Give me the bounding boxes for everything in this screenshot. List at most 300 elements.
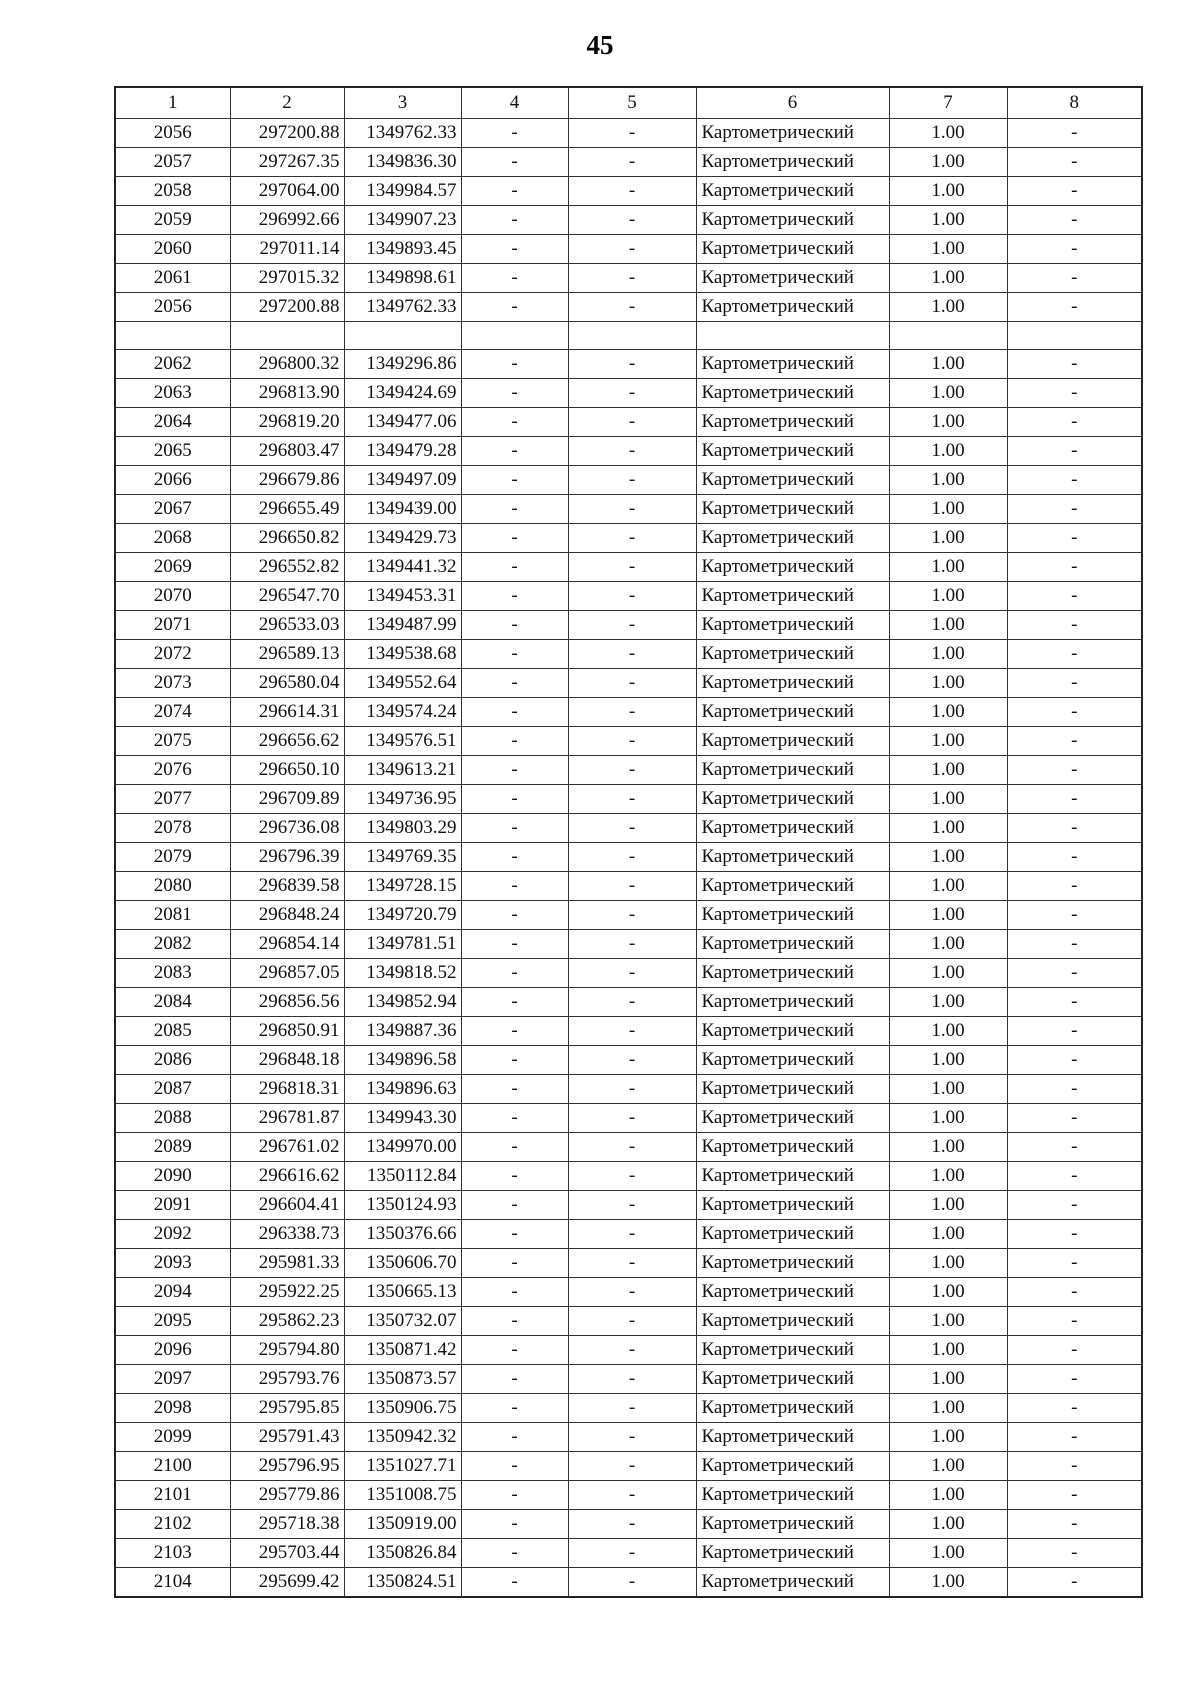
y-coordinate-cell: 1349424.69 — [344, 379, 461, 408]
y-coordinate-cell: 1349728.15 — [344, 872, 461, 901]
method-cell: Картометрический — [696, 1191, 889, 1220]
x-coordinate-cell: 295981.33 — [230, 1249, 344, 1278]
y-coordinate-cell: 1349781.51 — [344, 930, 461, 959]
column-4-cell: - — [461, 1278, 568, 1307]
table-row — [115, 872, 1142, 901]
x-coordinate-cell: 296761.02 — [230, 1133, 344, 1162]
y-coordinate-cell: 1349613.21 — [344, 756, 461, 785]
method-cell: Картометрический — [696, 814, 889, 843]
column-5-cell: - — [568, 756, 696, 785]
column-4-cell: - — [461, 1423, 568, 1452]
y-coordinate-cell: 1349552.64 — [344, 669, 461, 698]
column-5-cell: - — [568, 466, 696, 495]
x-coordinate-cell: 297064.00 — [230, 176, 344, 205]
method-cell: Картометрический — [696, 611, 889, 640]
column-8-cell: - — [1007, 611, 1142, 640]
precision-cell: 1.00 — [889, 640, 1007, 669]
column-5-cell: - — [568, 1539, 696, 1568]
column-4-cell: - — [461, 1249, 568, 1278]
column-4-cell: - — [461, 1220, 568, 1249]
column-header: 5 — [568, 87, 696, 118]
table-row — [115, 118, 1142, 147]
point-number-cell: 2059 — [115, 205, 230, 234]
y-coordinate-cell: 1349893.45 — [344, 234, 461, 263]
table-body — [115, 87, 1142, 1597]
x-coordinate-cell: 296850.91 — [230, 1017, 344, 1046]
column-8-cell: - — [1007, 814, 1142, 843]
table-row — [115, 1539, 1142, 1568]
x-coordinate-cell: 296338.73 — [230, 1220, 344, 1249]
column-4-cell: - — [461, 1336, 568, 1365]
y-coordinate-cell: 1349439.00 — [344, 495, 461, 524]
precision-cell: 1.00 — [889, 553, 1007, 582]
x-coordinate-cell: 297267.35 — [230, 147, 344, 176]
column-5-cell: - — [568, 1104, 696, 1133]
precision-cell: 1.00 — [889, 1568, 1007, 1598]
precision-cell: 1.00 — [889, 1191, 1007, 1220]
x-coordinate-cell: 295699.42 — [230, 1568, 344, 1598]
column-8-cell: - — [1007, 1220, 1142, 1249]
column-4-cell: - — [461, 524, 568, 553]
column-4-cell: - — [461, 901, 568, 930]
method-cell: Картометрический — [696, 176, 889, 205]
point-number-cell: 2090 — [115, 1162, 230, 1191]
table-row — [115, 1481, 1142, 1510]
column-5-cell: - — [568, 988, 696, 1017]
table-row — [115, 205, 1142, 234]
y-coordinate-cell: 1351008.75 — [344, 1481, 461, 1510]
method-cell: Картометрический — [696, 930, 889, 959]
precision-cell — [889, 321, 1007, 350]
column-5-cell: - — [568, 1365, 696, 1394]
column-8-cell: - — [1007, 495, 1142, 524]
table-row — [115, 785, 1142, 814]
column-header: 2 — [230, 87, 344, 118]
column-8-cell: - — [1007, 379, 1142, 408]
method-cell: Картометрический — [696, 437, 889, 466]
point-number-cell: 2099 — [115, 1423, 230, 1452]
column-4-cell: - — [461, 1481, 568, 1510]
table-row — [115, 669, 1142, 698]
column-4-cell: - — [461, 814, 568, 843]
x-coordinate-cell: 296848.24 — [230, 901, 344, 930]
column-8-cell: - — [1007, 640, 1142, 669]
point-number-cell: 2072 — [115, 640, 230, 669]
column-5-cell: - — [568, 1510, 696, 1539]
method-cell: Картометрический — [696, 1336, 889, 1365]
y-coordinate-cell: 1349574.24 — [344, 698, 461, 727]
point-number-cell: 2066 — [115, 466, 230, 495]
x-coordinate-cell: 295862.23 — [230, 1307, 344, 1336]
x-coordinate-cell: 296854.14 — [230, 930, 344, 959]
table-row — [115, 350, 1142, 379]
y-coordinate-cell: 1349803.29 — [344, 814, 461, 843]
column-header: 6 — [696, 87, 889, 118]
column-4-cell: - — [461, 1191, 568, 1220]
y-coordinate-cell: 1349970.00 — [344, 1133, 461, 1162]
precision-cell: 1.00 — [889, 118, 1007, 147]
column-8-cell: - — [1007, 872, 1142, 901]
x-coordinate-cell: 296992.66 — [230, 205, 344, 234]
column-8-cell — [1007, 321, 1142, 350]
column-4-cell: - — [461, 176, 568, 205]
column-4-cell: - — [461, 611, 568, 640]
table-row — [115, 1104, 1142, 1133]
point-number-cell: 2076 — [115, 756, 230, 785]
table-row — [115, 843, 1142, 872]
x-coordinate-cell: 296803.47 — [230, 437, 344, 466]
column-8-cell: - — [1007, 1046, 1142, 1075]
x-coordinate-cell: 296604.41 — [230, 1191, 344, 1220]
table-row — [115, 640, 1142, 669]
column-8-cell: - — [1007, 1539, 1142, 1568]
point-number-cell: 2077 — [115, 785, 230, 814]
column-8-cell: - — [1007, 1249, 1142, 1278]
method-cell: Картометрический — [696, 205, 889, 234]
point-number-cell: 2058 — [115, 176, 230, 205]
y-coordinate-cell: 1349762.33 — [344, 292, 461, 321]
point-number-cell: 2092 — [115, 1220, 230, 1249]
coordinates-table — [114, 86, 1143, 1598]
column-4-cell: - — [461, 698, 568, 727]
column-5-cell: - — [568, 234, 696, 263]
point-number-cell: 2085 — [115, 1017, 230, 1046]
column-5-cell: - — [568, 1568, 696, 1598]
method-cell: Картометрический — [696, 118, 889, 147]
point-number-cell: 2079 — [115, 843, 230, 872]
column-4-cell: - — [461, 640, 568, 669]
point-number-cell: 2081 — [115, 901, 230, 930]
method-cell: Картометрический — [696, 553, 889, 582]
column-8-cell: - — [1007, 263, 1142, 292]
y-coordinate-cell: 1349984.57 — [344, 176, 461, 205]
table-row — [115, 176, 1142, 205]
point-number-cell: 2104 — [115, 1568, 230, 1598]
column-5-cell: - — [568, 205, 696, 234]
y-coordinate-cell: 1350824.51 — [344, 1568, 461, 1598]
table-row — [115, 466, 1142, 495]
method-cell: Картометрический — [696, 1220, 889, 1249]
x-coordinate-cell: 296800.32 — [230, 350, 344, 379]
point-number-cell: 2088 — [115, 1104, 230, 1133]
method-cell: Картометрический — [696, 234, 889, 263]
precision-cell: 1.00 — [889, 1336, 1007, 1365]
x-coordinate-cell: 295703.44 — [230, 1539, 344, 1568]
column-8-cell: - — [1007, 205, 1142, 234]
column-8-cell: - — [1007, 959, 1142, 988]
method-cell: Картометрический — [696, 1510, 889, 1539]
table-row — [115, 1336, 1142, 1365]
method-cell: Картометрический — [696, 988, 889, 1017]
column-header: 1 — [115, 87, 230, 118]
x-coordinate-cell: 297011.14 — [230, 234, 344, 263]
x-coordinate-cell: 295779.86 — [230, 1481, 344, 1510]
method-cell: Картометрический — [696, 1017, 889, 1046]
column-4-cell: - — [461, 785, 568, 814]
y-coordinate-cell: 1350124.93 — [344, 1191, 461, 1220]
method-cell: Картометрический — [696, 1394, 889, 1423]
point-number-cell: 2100 — [115, 1452, 230, 1481]
column-5-cell: - — [568, 843, 696, 872]
column-5-cell: - — [568, 669, 696, 698]
column-8-cell: - — [1007, 1191, 1142, 1220]
precision-cell: 1.00 — [889, 350, 1007, 379]
y-coordinate-cell: 1349769.35 — [344, 843, 461, 872]
table-row — [115, 292, 1142, 321]
x-coordinate-cell: 296679.86 — [230, 466, 344, 495]
point-number-cell: 2089 — [115, 1133, 230, 1162]
column-4-cell: - — [461, 408, 568, 437]
precision-cell: 1.00 — [889, 437, 1007, 466]
table-row — [115, 408, 1142, 437]
point-number-cell: 2057 — [115, 147, 230, 176]
x-coordinate-cell: 295796.95 — [230, 1452, 344, 1481]
column-8-cell: - — [1007, 756, 1142, 785]
column-4-cell: - — [461, 553, 568, 582]
column-8-cell: - — [1007, 1133, 1142, 1162]
method-cell: Картометрический — [696, 466, 889, 495]
table-row — [115, 1452, 1142, 1481]
table-row — [115, 1075, 1142, 1104]
point-number-cell: 2067 — [115, 495, 230, 524]
column-5-cell: - — [568, 727, 696, 756]
y-coordinate-cell: 1349453.31 — [344, 582, 461, 611]
method-cell: Картометрический — [696, 582, 889, 611]
column-5-cell: - — [568, 1162, 696, 1191]
column-4-cell: - — [461, 582, 568, 611]
method-cell: Картометрический — [696, 1423, 889, 1452]
column-8-cell: - — [1007, 1075, 1142, 1104]
column-8-cell: - — [1007, 176, 1142, 205]
column-5-cell: - — [568, 1075, 696, 1104]
point-number-cell: 2080 — [115, 872, 230, 901]
precision-cell: 1.00 — [889, 698, 1007, 727]
header-row — [115, 87, 1142, 118]
table-row — [115, 582, 1142, 611]
table-row — [115, 1191, 1142, 1220]
column-5-cell: - — [568, 292, 696, 321]
table-row — [115, 1365, 1142, 1394]
column-4-cell: - — [461, 1452, 568, 1481]
point-number-cell: 2094 — [115, 1278, 230, 1307]
method-cell: Картометрический — [696, 524, 889, 553]
method-cell: Картометрический — [696, 756, 889, 785]
precision-cell: 1.00 — [889, 872, 1007, 901]
point-number-cell: 2102 — [115, 1510, 230, 1539]
column-5-cell: - — [568, 1307, 696, 1336]
column-4-cell — [461, 321, 568, 350]
column-4-cell: - — [461, 1510, 568, 1539]
method-cell: Картометрический — [696, 640, 889, 669]
column-header: 8 — [1007, 87, 1142, 118]
column-4-cell: - — [461, 756, 568, 785]
column-5-cell: - — [568, 1481, 696, 1510]
column-5-cell: - — [568, 1423, 696, 1452]
point-number-cell: 2084 — [115, 988, 230, 1017]
point-number-cell: 2078 — [115, 814, 230, 843]
column-8-cell: - — [1007, 1336, 1142, 1365]
precision-cell: 1.00 — [889, 1481, 1007, 1510]
column-5-cell: - — [568, 959, 696, 988]
y-coordinate-cell: 1349720.79 — [344, 901, 461, 930]
column-8-cell: - — [1007, 901, 1142, 930]
table-row — [115, 698, 1142, 727]
column-4-cell: - — [461, 1394, 568, 1423]
point-number-cell: 2082 — [115, 930, 230, 959]
method-cell: Картометрический — [696, 1046, 889, 1075]
column-4-cell: - — [461, 872, 568, 901]
precision-cell: 1.00 — [889, 814, 1007, 843]
method-cell: Картометрический — [696, 959, 889, 988]
table-row — [115, 727, 1142, 756]
point-number-cell: 2061 — [115, 263, 230, 292]
column-5-cell: - — [568, 1191, 696, 1220]
precision-cell: 1.00 — [889, 466, 1007, 495]
column-8-cell: - — [1007, 524, 1142, 553]
x-coordinate-cell: 297015.32 — [230, 263, 344, 292]
table-row — [115, 1046, 1142, 1075]
x-coordinate-cell: 296856.56 — [230, 988, 344, 1017]
column-4-cell: - — [461, 205, 568, 234]
y-coordinate-cell: 1349497.09 — [344, 466, 461, 495]
precision-cell: 1.00 — [889, 1133, 1007, 1162]
y-coordinate-cell: 1349429.73 — [344, 524, 461, 553]
precision-cell: 1.00 — [889, 611, 1007, 640]
table-row — [115, 1394, 1142, 1423]
column-5-cell: - — [568, 1249, 696, 1278]
column-header: 7 — [889, 87, 1007, 118]
y-coordinate-cell: 1350606.70 — [344, 1249, 461, 1278]
column-4-cell: - — [461, 1133, 568, 1162]
table-row — [115, 1133, 1142, 1162]
method-cell: Картометрический — [696, 495, 889, 524]
point-number-cell: 2069 — [115, 553, 230, 582]
table-row — [115, 959, 1142, 988]
x-coordinate-cell: 297200.88 — [230, 118, 344, 147]
method-cell: Картометрический — [696, 1249, 889, 1278]
method-cell: Картометрический — [696, 1278, 889, 1307]
column-8-cell: - — [1007, 698, 1142, 727]
x-coordinate-cell: 296580.04 — [230, 669, 344, 698]
column-4-cell: - — [461, 379, 568, 408]
point-number-cell: 2095 — [115, 1307, 230, 1336]
precision-cell: 1.00 — [889, 408, 1007, 437]
column-5-cell: - — [568, 872, 696, 901]
table-row — [115, 147, 1142, 176]
y-coordinate-cell: 1350942.32 — [344, 1423, 461, 1452]
point-number-cell: 2075 — [115, 727, 230, 756]
column-8-cell: - — [1007, 1510, 1142, 1539]
column-8-cell: - — [1007, 234, 1142, 263]
table-row — [115, 1220, 1142, 1249]
column-4-cell: - — [461, 1568, 568, 1598]
column-5-cell: - — [568, 1046, 696, 1075]
point-number-cell: 2070 — [115, 582, 230, 611]
column-8-cell: - — [1007, 1568, 1142, 1598]
method-cell: Картометрический — [696, 292, 889, 321]
method-cell: Картометрический — [696, 1133, 889, 1162]
table-row — [115, 1249, 1142, 1278]
x-coordinate-cell: 296848.18 — [230, 1046, 344, 1075]
point-number-cell: 2056 — [115, 118, 230, 147]
column-8-cell: - — [1007, 350, 1142, 379]
x-coordinate-cell: 295793.76 — [230, 1365, 344, 1394]
precision-cell: 1.00 — [889, 1307, 1007, 1336]
method-cell — [696, 321, 889, 350]
y-coordinate-cell: 1349818.52 — [344, 959, 461, 988]
point-number-cell: 2065 — [115, 437, 230, 466]
column-5-cell: - — [568, 582, 696, 611]
column-4-cell: - — [461, 930, 568, 959]
column-5-cell: - — [568, 176, 696, 205]
table-row — [115, 263, 1142, 292]
column-4-cell: - — [461, 350, 568, 379]
x-coordinate-cell: 296547.70 — [230, 582, 344, 611]
table-row — [115, 1307, 1142, 1336]
y-coordinate-cell: 1349852.94 — [344, 988, 461, 1017]
column-5-cell: - — [568, 524, 696, 553]
y-coordinate-cell: 1349898.61 — [344, 263, 461, 292]
method-cell: Картометрический — [696, 1481, 889, 1510]
point-number-cell: 2097 — [115, 1365, 230, 1394]
y-coordinate-cell: 1349907.23 — [344, 205, 461, 234]
y-coordinate-cell: 1349887.36 — [344, 1017, 461, 1046]
x-coordinate-cell: 296796.39 — [230, 843, 344, 872]
column-8-cell: - — [1007, 408, 1142, 437]
method-cell: Картометрический — [696, 350, 889, 379]
precision-cell: 1.00 — [889, 756, 1007, 785]
point-number-cell: 2103 — [115, 1539, 230, 1568]
point-number-cell: 2073 — [115, 669, 230, 698]
x-coordinate-cell: 296655.49 — [230, 495, 344, 524]
table-row — [115, 524, 1142, 553]
column-4-cell: - — [461, 234, 568, 263]
y-coordinate-cell: 1349441.32 — [344, 553, 461, 582]
column-8-cell: - — [1007, 843, 1142, 872]
column-4-cell: - — [461, 466, 568, 495]
column-5-cell: - — [568, 408, 696, 437]
method-cell: Картометрический — [696, 1104, 889, 1133]
point-number-cell: 2093 — [115, 1249, 230, 1278]
method-cell: Картометрический — [696, 1075, 889, 1104]
point-number-cell: 2091 — [115, 1191, 230, 1220]
x-coordinate-cell: 296818.31 — [230, 1075, 344, 1104]
x-coordinate-cell: 295718.38 — [230, 1510, 344, 1539]
precision-cell: 1.00 — [889, 1539, 1007, 1568]
y-coordinate-cell: 1349896.58 — [344, 1046, 461, 1075]
precision-cell: 1.00 — [889, 1075, 1007, 1104]
column-8-cell: - — [1007, 1481, 1142, 1510]
x-coordinate-cell: 296819.20 — [230, 408, 344, 437]
precision-cell: 1.00 — [889, 727, 1007, 756]
x-coordinate-cell: 295794.80 — [230, 1336, 344, 1365]
column-5-cell: - — [568, 263, 696, 292]
column-8-cell: - — [1007, 118, 1142, 147]
point-number-cell: 2060 — [115, 234, 230, 263]
table-row — [115, 1278, 1142, 1307]
y-coordinate-cell: 1349538.68 — [344, 640, 461, 669]
y-coordinate-cell: 1349896.63 — [344, 1075, 461, 1104]
x-coordinate-cell: 296857.05 — [230, 959, 344, 988]
column-5-cell: - — [568, 1336, 696, 1365]
table-row — [115, 930, 1142, 959]
precision-cell: 1.00 — [889, 930, 1007, 959]
column-4-cell: - — [461, 495, 568, 524]
y-coordinate-cell: 1350376.66 — [344, 1220, 461, 1249]
column-4-cell: - — [461, 1017, 568, 1046]
point-number-cell: 2056 — [115, 292, 230, 321]
column-4-cell: - — [461, 988, 568, 1017]
